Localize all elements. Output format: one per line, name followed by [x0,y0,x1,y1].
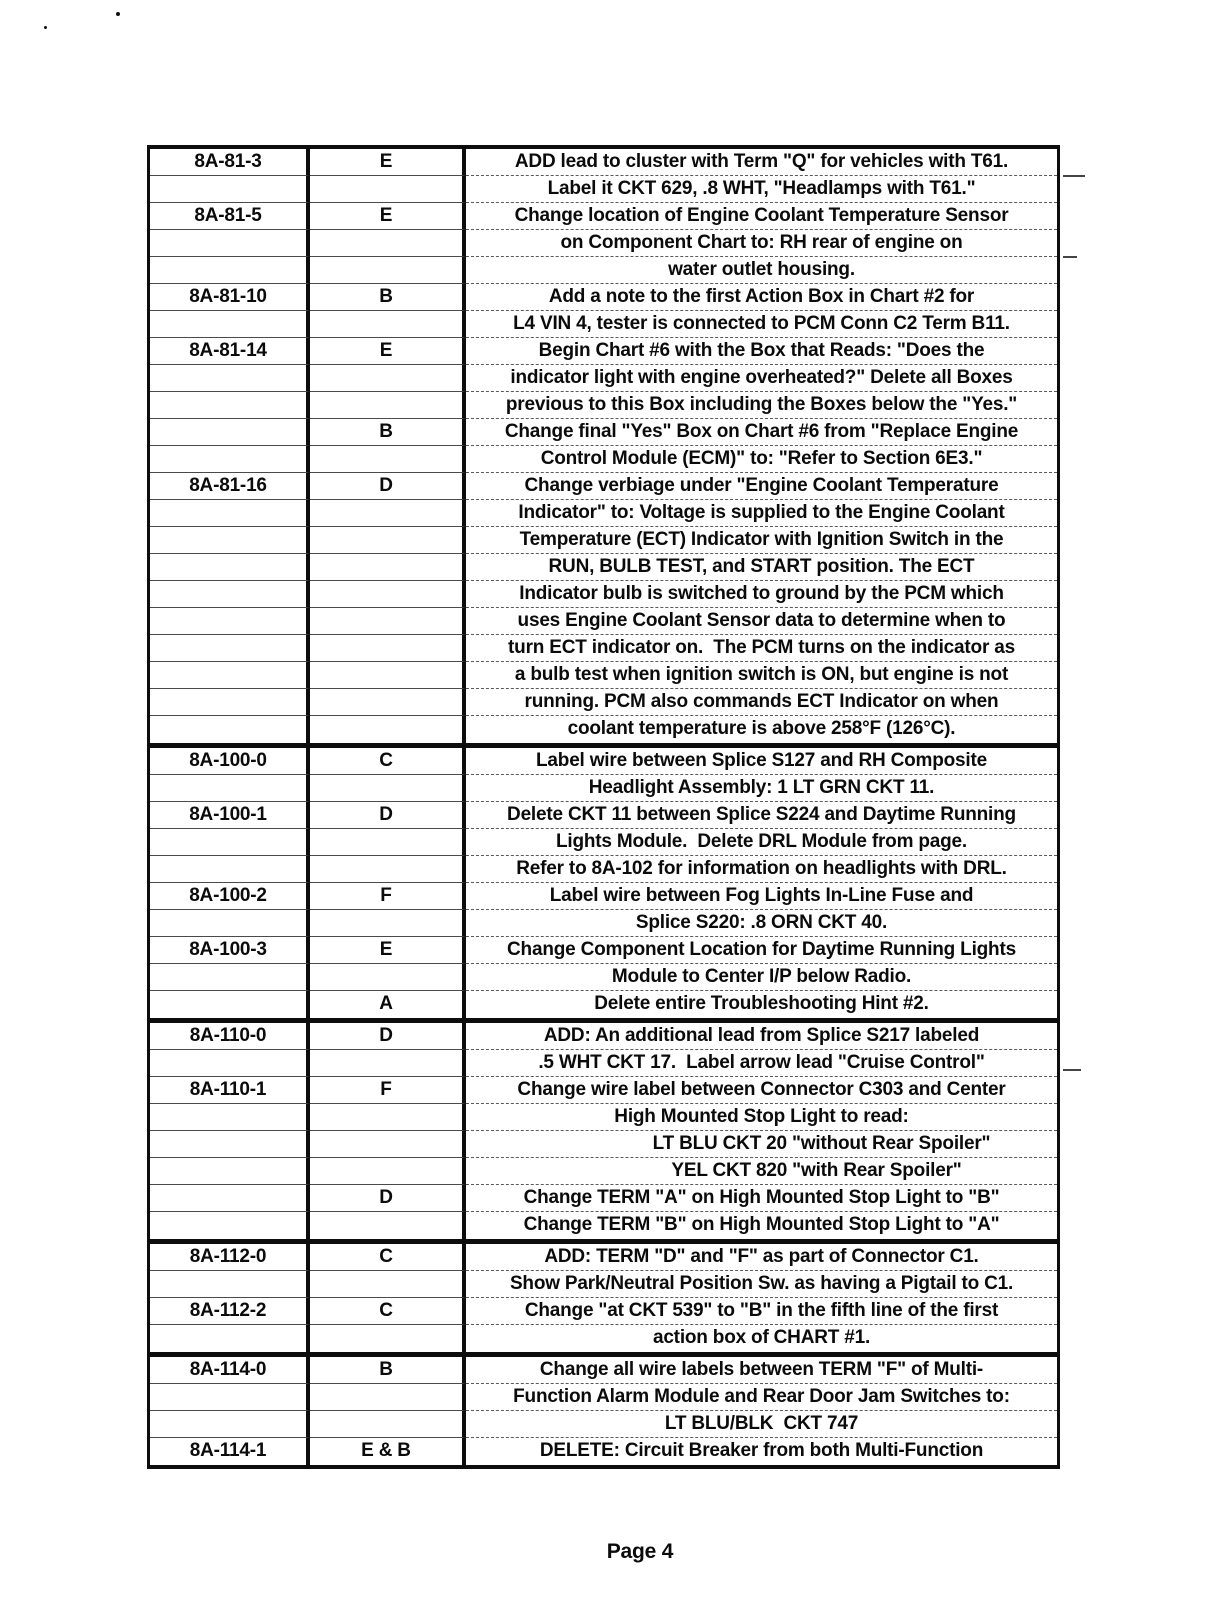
code-cell [310,1212,466,1239]
ref-cell [150,1131,310,1158]
code-cell [310,446,466,473]
ref-cell [150,829,310,856]
code-cell: B [310,284,466,311]
table-row [150,284,1057,311]
revision-table [147,145,1060,1469]
text-cell: .5 WHT CKT 17. Label arrow lead "Cruise Control" [466,1050,1057,1077]
scan-artifact-dash [1063,175,1085,177]
table-row [150,608,1057,635]
ref-cell [150,527,310,554]
ref-cell [150,856,310,883]
table-row [150,446,1057,473]
code-cell: E [310,203,466,230]
code-cell [310,1271,466,1298]
text-cell: Label wire between Splice S127 and RH Composite [466,748,1057,775]
code-cell [310,662,466,689]
ref-cell [150,716,310,743]
ref-cell [150,311,310,338]
ref-cell [150,775,310,802]
text-cell: Change location of Engine Coolant Temperature Sensor [466,203,1057,230]
table-section [150,743,1057,1018]
ref-cell: 8A-81-3 [150,149,310,176]
table-row [150,689,1057,716]
ref-cell: 8A-81-14 [150,338,310,365]
code-cell [310,1384,466,1411]
text-cell: ADD: An additional lead from Splice S217 labeled [466,1023,1057,1050]
table-row [150,500,1057,527]
text-cell: a bulb test when ignition switch is ON, but engine is not [466,662,1057,689]
ref-cell [150,608,310,635]
table-row [150,1077,1057,1104]
text-cell: Function Alarm Module and Rear Door Jam Switches to: [466,1384,1057,1411]
table-row [150,1325,1057,1352]
table-row [150,257,1057,284]
text-cell: indicator light with engine overheated?" Delete all Boxes [466,365,1057,392]
code-cell: D [310,473,466,500]
table-row [150,1185,1057,1212]
text-cell: running. PCM also commands ECT Indicator on when [466,689,1057,716]
code-cell [310,964,466,991]
ref-cell [150,1325,310,1352]
ref-cell [150,581,310,608]
table-row [150,716,1057,743]
text-cell: Headlight Assembly: 1 LT GRN CKT 11. [466,775,1057,802]
table-row [150,1050,1057,1077]
code-cell [310,257,466,284]
text-cell: Refer to 8A-102 for information on headlights with DRL. [466,856,1057,883]
text-cell: L4 VIN 4, tester is connected to PCM Conn C2 Term B11. [466,311,1057,338]
table-row [150,581,1057,608]
table-row [150,1384,1057,1411]
text-cell: ADD lead to cluster with Term "Q" for vehicles with T61. [466,149,1057,176]
text-cell: Temperature (ECT) Indicator with Ignition Switch in the [466,527,1057,554]
table-row [150,338,1057,365]
code-cell [310,1050,466,1077]
text-cell: Change verbiage under "Engine Coolant Temperature [466,473,1057,500]
ref-cell [150,230,310,257]
text-cell: Module to Center I/P below Radio. [466,964,1057,991]
code-cell: B [310,419,466,446]
ref-cell [150,1050,310,1077]
code-cell [310,716,466,743]
code-cell [310,608,466,635]
table-row [150,775,1057,802]
text-cell: Change all wire labels between TERM "F" of Multi- [466,1357,1057,1384]
code-cell: B [310,1357,466,1384]
table-row [150,392,1057,419]
ref-cell [150,1411,310,1438]
code-cell [310,829,466,856]
text-cell: Change Component Location for Daytime Running Lights [466,937,1057,964]
code-cell [310,392,466,419]
ref-cell: 8A-112-0 [150,1244,310,1271]
table-row [150,662,1057,689]
ref-cell [150,1271,310,1298]
text-cell: action box of CHART #1. [652,1327,871,1348]
table-row [150,230,1057,257]
table-section [150,1018,1057,1239]
table-row [150,473,1057,500]
text-cell: ADD: TERM "D" and "F" as part of Connector C1. [466,1244,1057,1271]
ref-cell: 8A-114-1 [150,1438,310,1465]
text-cell: Show Park/Neutral Position Sw. as having a Pigtail to C1. [466,1271,1057,1298]
table-row [150,1271,1057,1298]
code-cell [310,311,466,338]
text-cell: Change "at CKT 539" to "B" in the fifth line of the first [466,1298,1057,1325]
table-section [150,1352,1057,1465]
ref-cell: 8A-100-0 [150,748,310,775]
code-cell [310,554,466,581]
ref-cell [150,1104,310,1131]
text-cell: LT BLU CKT 20 "without Rear Spoiler" [466,1131,1057,1158]
table-row [150,311,1057,338]
code-cell: E & B [310,1438,466,1465]
ref-cell: 8A-100-3 [150,937,310,964]
text-cell: Delete CKT 11 between Splice S224 and Daytime Running [466,802,1057,829]
code-cell: C [310,1298,466,1325]
table-row [150,365,1057,392]
text-cell: YEL CKT 820 "with Rear Spoiler" [466,1158,1057,1185]
text-cell: Change TERM "B" on High Mounted Stop Light to "A" [523,1214,1000,1235]
table-row [150,802,1057,829]
code-cell [310,176,466,203]
table-row [150,527,1057,554]
ref-cell: 8A-100-2 [150,883,310,910]
table-row [150,203,1057,230]
ref-cell: 8A-81-10 [150,284,310,311]
table-row [150,937,1057,964]
ref-cell [150,176,310,203]
ref-cell: 8A-112-2 [150,1298,310,1325]
code-cell: E [310,149,466,176]
table-row [150,1244,1057,1271]
text-cell: uses Engine Coolant Sensor data to determine when to [466,608,1057,635]
text-cell: Control Module (ECM)" to: "Refer to Section 6E3." [466,446,1057,473]
scan-artifact-dot [116,12,120,16]
table-row [150,419,1057,446]
table-row [150,910,1057,937]
ref-cell: 8A-110-1 [150,1077,310,1104]
text-cell: Change TERM "A" on High Mounted Stop Light to "B" [466,1185,1057,1212]
ref-cell: 8A-110-0 [150,1023,310,1050]
text-cell: Label it CKT 629, .8 WHT, "Headlamps with T61." [466,176,1057,203]
code-cell: D [310,1185,466,1212]
table-row [150,1104,1057,1131]
code-cell: D [310,1023,466,1050]
ref-cell: 8A-100-1 [150,802,310,829]
text-cell: previous to this Box including the Boxes below the "Yes." [466,392,1057,419]
table-row [150,964,1057,991]
ref-cell [150,446,310,473]
code-cell [310,1411,466,1438]
text-cell: Label wire between Fog Lights In-Line Fuse and [466,883,1057,910]
code-cell [310,500,466,527]
table-row [150,1023,1057,1050]
table-row [150,883,1057,910]
text-cell: turn ECT indicator on. The PCM turns on the indicator as [466,635,1057,662]
code-cell: C [310,1244,466,1271]
text-cell: RUN, BULB TEST, and START position. The ECT [466,554,1057,581]
table-row [150,1411,1057,1438]
text-cell: Lights Module. Delete DRL Module from page. [466,829,1057,856]
table-row [150,1438,1057,1465]
code-cell: A [310,991,466,1018]
code-cell: E [310,937,466,964]
table-row [150,149,1057,176]
ref-cell [150,1384,310,1411]
ref-cell: 8A-114-0 [150,1357,310,1384]
text-cell: Indicator bulb is switched to ground by the PCM which [466,581,1057,608]
text-cell: Delete entire Troubleshooting Hint #2. [594,993,929,1014]
ref-cell [150,1185,310,1212]
code-cell: C [310,748,466,775]
text-cell: Add a note to the first Action Box in Chart #2 for [466,284,1057,311]
table-row [150,991,1057,1018]
code-cell [310,856,466,883]
code-cell: D [310,802,466,829]
table-row [150,829,1057,856]
text-cell: High Mounted Stop Light to read: [466,1104,1057,1131]
code-cell: F [310,1077,466,1104]
code-cell [310,1325,466,1352]
ref-cell: 8A-81-16 [150,473,310,500]
ref-cell: 8A-81-5 [150,203,310,230]
code-cell [310,1104,466,1131]
table-row [150,748,1057,775]
code-cell [310,1131,466,1158]
table-row [150,856,1057,883]
ref-cell [150,1212,310,1239]
ref-cell [150,554,310,581]
table-row [150,1131,1057,1158]
code-cell: E [310,338,466,365]
text-cell: DELETE: Circuit Breaker from both Multi-Function [539,1440,984,1461]
code-cell [310,527,466,554]
text-cell: LT BLU/BLK CKT 747 [466,1411,1057,1438]
code-cell [310,775,466,802]
table-row [150,554,1057,581]
ref-cell [150,635,310,662]
code-cell [310,635,466,662]
ref-cell [150,1158,310,1185]
table-section [150,149,1057,743]
ref-cell [150,910,310,937]
code-cell [310,910,466,937]
code-cell [310,230,466,257]
text-cell: Change final "Yes" Box on Chart #6 from "Replace Engine [466,419,1057,446]
text-cell: Change wire label between Connector C303 and Center [466,1077,1057,1104]
ref-cell [150,419,310,446]
code-cell [310,689,466,716]
code-cell [310,1158,466,1185]
table-row [150,635,1057,662]
ref-cell [150,500,310,527]
table-row [150,1298,1057,1325]
text-cell: Splice S220: .8 ORN CKT 40. [466,910,1057,937]
code-cell [310,581,466,608]
table-row [150,1357,1057,1384]
page-number: Page 4 [606,1540,674,1563]
text-cell: water outlet housing. [466,257,1057,284]
text-cell: coolant temperature is above 258°F (126°C). [567,718,956,739]
scan-artifact-dash [1063,256,1077,258]
scan-artifact-dot [44,26,47,29]
table-section [150,1239,1057,1352]
text-cell: Begin Chart #6 with the Box that Reads: "Does the [466,338,1057,365]
ref-cell [150,689,310,716]
table-row [150,176,1057,203]
table-row [150,1212,1057,1239]
code-cell [310,365,466,392]
ref-cell [150,964,310,991]
ref-cell [150,392,310,419]
text-cell: Indicator" to: Voltage is supplied to the Engine Coolant [466,500,1057,527]
code-cell: F [310,883,466,910]
text-cell: on Component Chart to: RH rear of engine on [466,230,1057,257]
ref-cell [150,991,310,1018]
table-row [150,1158,1057,1185]
ref-cell [150,365,310,392]
ref-cell [150,257,310,284]
scan-artifact-dash [1063,1069,1081,1071]
ref-cell [150,662,310,689]
